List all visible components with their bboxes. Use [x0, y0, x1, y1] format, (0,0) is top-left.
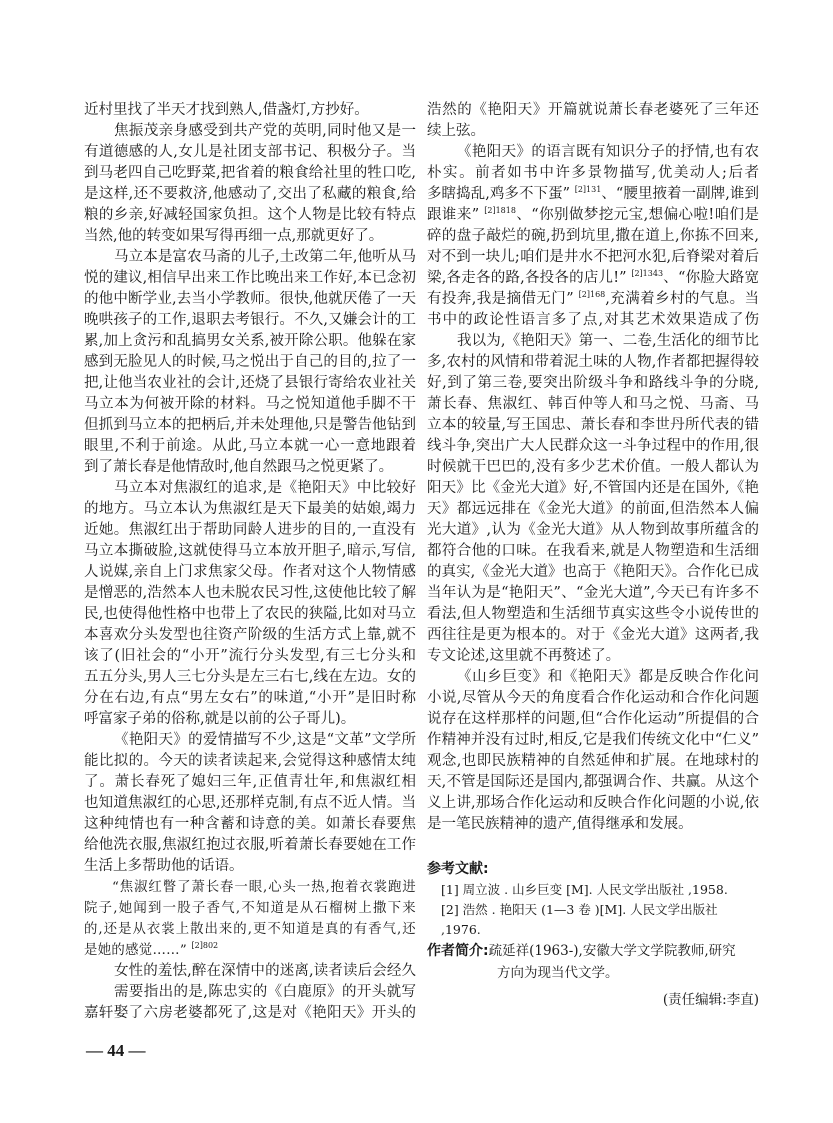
text-line — [427, 289, 759, 310]
paragraph — [84, 982, 416, 1024]
text-line: 浩然的《艳阳天》开篇就说萧长春老婆死了三年还 — [427, 102, 759, 118]
citation-superscript: [2]1343 — [631, 269, 664, 278]
text-line — [84, 940, 416, 961]
text-line: 马立本为何被开除的材料。马之悦知道他手脚不干 — [84, 396, 416, 412]
text-line: 对不到一块儿;咱们是井水不把河水犯,后脊梁对着后 — [427, 249, 759, 265]
paragraph — [84, 121, 416, 247]
text-line: 焦振茂亲身感受到共产党的英明,同时他又是一 — [114, 123, 416, 139]
text-line: 该了(旧社会的“小开”流行分头发型,有三七分头和 — [84, 648, 416, 664]
text-segment: 、“腰里掖着一副牌,谁到 — [601, 186, 759, 202]
text-line: 马立本撕破脸,这就使得马立本放开胆子,暗示,写信, — [84, 543, 416, 559]
text-segment: 多瞎捣乱,鸡多不下蛋” — [427, 186, 575, 202]
reference-item: [1] 周立波 . 山乡巨变 [M]. 人民文学出版社 ,1958. — [441, 882, 728, 897]
citation-superscript: [2]168 — [578, 290, 606, 299]
text-segment: 梁,各走各的路,各投各的店儿!” — [427, 270, 632, 286]
author-bio-text-cont: 方向为现当代文学。 — [497, 965, 619, 981]
text-line: 到了萧长春是他情敌时,他自然跟马之悦更紧了。 — [84, 459, 394, 475]
text-line: 天,不管是国际还是国内,都强调合作、共赢。从这个 — [427, 774, 759, 790]
text-line: 好,到了第三卷,要突出阶级斗争和路线斗争的分晓, — [427, 375, 759, 391]
text-line: 专文论述,这里就不再赘述了。 — [427, 648, 621, 664]
paragraph — [427, 100, 759, 142]
text-line: 是憎恶的,浩然本人也未脱农民习性,这使他比较了解 — [84, 585, 416, 601]
text-line: 线斗争,突出广大人民群众这一斗争过程中的作用,很 — [427, 438, 759, 454]
author-bio — [427, 940, 759, 1012]
text-line: 我以为,《艳阳天》第一、二卷,生活化的细节比 — [457, 333, 759, 349]
text-line: 作精神并没有过时,相反,它是我们传统文化中“仁义” — [427, 732, 759, 748]
text-line: 的真实,《金光大道》也高于《艳阳天》。合作化已成 — [427, 564, 759, 580]
paragraph — [427, 142, 759, 331]
text-line: 悦的建议,相信早出来工作比晚出来工作好,本已念初 — [84, 270, 416, 286]
text-line: 分在右边,有点“男左女右”的味道,“小开”是旧时称 — [84, 690, 416, 706]
text-line: 续上弦。 — [427, 123, 485, 139]
text-line: 的他中断学业,去当小学教师。很快,他就厌倦了一天 — [84, 291, 416, 307]
text-line: 晚哄孩子的工作,退职去考银行。不久,又嫌会计的工 — [84, 312, 416, 328]
text-line: 院子,她闻到一股子香气,不知道是从石榴树上撒下来 — [84, 901, 416, 916]
text-line: 人说媒,亲自上门求焦家父母。作者对这个人物情感 — [84, 564, 416, 580]
text-segment: 有投奔,我是摘借无门” — [427, 291, 579, 307]
text-line: 近村里找了半天才找到熟人,借盏灯,方抄好。 — [84, 102, 369, 118]
text-line: 《艳阳天》的语言既有知识分子的抒情,也有农 — [457, 144, 759, 160]
text-line: 呼富家子弟的俗称,就是以前的公子哥儿)。 — [84, 711, 356, 727]
text-line: 《山乡巨变》和《艳阳天》都是反映合作化问 — [457, 669, 759, 685]
text-segment: 是她的感觉……” — [84, 943, 192, 958]
text-line: “焦淑红瞥了萧长春一眼,心头一热,抱着衣裳跑进 — [112, 880, 416, 895]
text-line: 近她。焦淑红出于帮助同龄人进步的目的,一直没有 — [84, 522, 416, 538]
text-line: 观念,也即民族精神的自然延伸和扩展。在地球村的 — [427, 753, 759, 769]
text-line — [427, 268, 759, 289]
responsible-editor: (责任编辑:李直) — [662, 992, 759, 1008]
text-segment: 跟谁来” — [427, 207, 485, 223]
text-line: 都符合他的口味。在我看来,就是人物塑造和生活细 — [427, 543, 759, 559]
paragraph — [427, 331, 759, 667]
paragraph — [84, 478, 416, 730]
text-line: 是一笔民族精神的遗产,值得继承和发展。 — [427, 816, 693, 832]
text-line: 光大道》,认为《金光大道》从人物到故事所蕴含的 — [427, 522, 759, 538]
text-line: 的,还是从衣裳上散出来的,更不知道是真的有香气,还 — [84, 922, 416, 937]
text-line: 生活上多帮助他的话语。 — [84, 858, 244, 874]
text-line: 女性的羞怯,醉在深情中的迷离,读者读后会经久 — [114, 963, 416, 979]
text-line: 需要指出的是,陈忠实的《白鹿原》的开头就写 — [114, 984, 416, 1000]
paragraph — [84, 247, 416, 478]
text-line: 说存在这样那样的问题,但“合作化运动”所提倡的合 — [427, 711, 759, 727]
text-line: 感到无脸见人的时候,马之悦出于自己的目的,拉了一 — [84, 354, 416, 370]
text-line: 当然,他的转变如果写得再细一点,那就更好了。 — [84, 228, 384, 244]
text-line: 眼里,不利于前途。从此,马立本就一心一意地跟着 — [84, 438, 416, 454]
citation-superscript: [2]802 — [191, 941, 219, 950]
text-line — [427, 184, 759, 205]
citation-superscript: [2]131 — [574, 185, 602, 194]
text-segment: 、“你别做梦挖元宝,想偏心啦!咱们是 — [515, 207, 759, 223]
text-line: 时候就干巴巴的,没有多少艺术价值。一般人都认为 — [427, 459, 759, 475]
text-line: 能比拟的。今天的读者读起来,会觉得这种感情太纯 — [84, 753, 416, 769]
text-line: 马立本是富农马斋的儿子,土改第二年,他听从马 — [114, 249, 416, 265]
text-line: 有道德感的人,女儿是社团支部书记、积极分子。当 — [84, 144, 416, 160]
text-line: 碎的盘子敲烂的碗,扔到坑里,撒在道上,你拣不回来, — [427, 228, 759, 244]
text-line: 阳天》比《金光大道》好,不管国内还是在国外,《艳 — [427, 480, 759, 496]
text-segment: 、“你脸大路宽 — [663, 270, 759, 286]
paragraph — [84, 100, 416, 121]
author-bio-text: 疏延祥(1963-),安徽大学文学院教师,研究 — [488, 943, 736, 959]
paragraph — [427, 667, 759, 835]
text-line: 马立本对焦淑红的追求,是《艳阳天》中比较好 — [114, 480, 416, 496]
text-line: 天》都远远排在《金光大道》的前面,但浩然本人偏 — [427, 501, 759, 517]
text-line: 了。萧长春死了媳妇三年,正值青壮年,和焦淑红相 — [84, 774, 416, 790]
text-line: 立本的较量,写王国忠、萧长春和李世丹所代表的错 — [427, 417, 759, 433]
references-section — [427, 858, 759, 937]
text-line: 朴实。前者如书中许多景物描写,优美动人;后者 — [427, 165, 759, 181]
paragraph — [84, 961, 416, 982]
reference-item: [2] 浩然 . 艳阳天 (1—3 卷 )[M]. 人民文学出版社 ,1976. — [441, 902, 718, 937]
text-line: 萧长春、焦淑红、韩百仲等人和马之悦、马斋、马 — [427, 396, 759, 412]
text-line: 这种纯情也有一种含蓄和诗意的美。如萧长春要焦 — [84, 816, 416, 832]
text-line: 当年认为是“艳阳天”、“金光大道”,今天已有许多不 — [427, 585, 759, 601]
page-number: — 44 — — [86, 1041, 146, 1060]
paragraph — [84, 730, 416, 877]
text-line — [427, 205, 759, 226]
text-line: 本喜欢分头发型也往资产阶级的生活方式上靠,就不 — [84, 627, 416, 643]
text-line: 嘉轩娶了六房老婆都死了,这是对《艳阳天》开头的 — [84, 1005, 416, 1021]
text-line: 的地方。马立本认为焦淑红是天下最美的姑娘,竭力 — [84, 501, 416, 517]
text-line: 民,也使得他性格中也带上了农民的狭隘,比如对马立 — [84, 606, 416, 622]
text-line: 是这样,还不要救济,他感动了,交出了私藏的粮食,给 — [84, 186, 416, 202]
text-line: 义上讲,那场合作化运动和反映合作化问题的小说,依 — [427, 795, 759, 811]
text-line: 看法,但人物塑造和生活细节真实这些令小说传世的 — [427, 606, 759, 622]
author-bio-label: 作者简介: — [427, 943, 489, 959]
text-line: 把,让他当农业社的会计,还烧了县银行寄给农业社关 — [84, 375, 416, 391]
text-line: 小说,尽管从今天的角度看合作化运动和合作化问题 — [427, 690, 759, 706]
text-segment: ,充满着乡村的气息。当 — [605, 291, 759, 307]
block-quote — [84, 877, 416, 961]
text-line: 西往往是更为根本的。对于《金光大道》这两者,我 — [427, 627, 759, 643]
left-column — [84, 100, 416, 1024]
text-line: 但抓到马立本的把柄后,并未处理他,只是警告他钻到 — [84, 417, 416, 433]
text-line: 《艳阳天》的爱情描写不少,这是“文革”文学所 — [114, 732, 416, 748]
right-column — [427, 100, 759, 835]
text-line: 到马老四自己吃野菜,把省着的粮食给社里的牲口吃, — [84, 165, 416, 181]
text-line: 累,加上贪污和乱搞男女关系,被开除公职。他躲在家 — [84, 333, 416, 349]
text-line: 粮的乡亲,好减轻国家负担。这个人物是比较有特点 — [84, 207, 416, 223]
text-line: 给他洗衣服,焦淑红抱过衣服,听着萧长春要她在工作 — [84, 837, 416, 853]
references-heading: 参考文献: — [427, 861, 489, 877]
citation-superscript: [2]1818 — [484, 206, 516, 215]
text-line: 也知道焦淑红的心思,还那样克制,有点不近人情。当 — [84, 795, 416, 811]
text-line: 五五分头,男人三七分头是左三右七,线在左边。女的 — [84, 669, 416, 685]
text-line: 多,农村的风情和带着泥土味的人物,作者都把握得较 — [427, 354, 759, 370]
text-line: 书中的政论性语言多了点,对其艺术效果造成了伤 — [427, 312, 759, 328]
